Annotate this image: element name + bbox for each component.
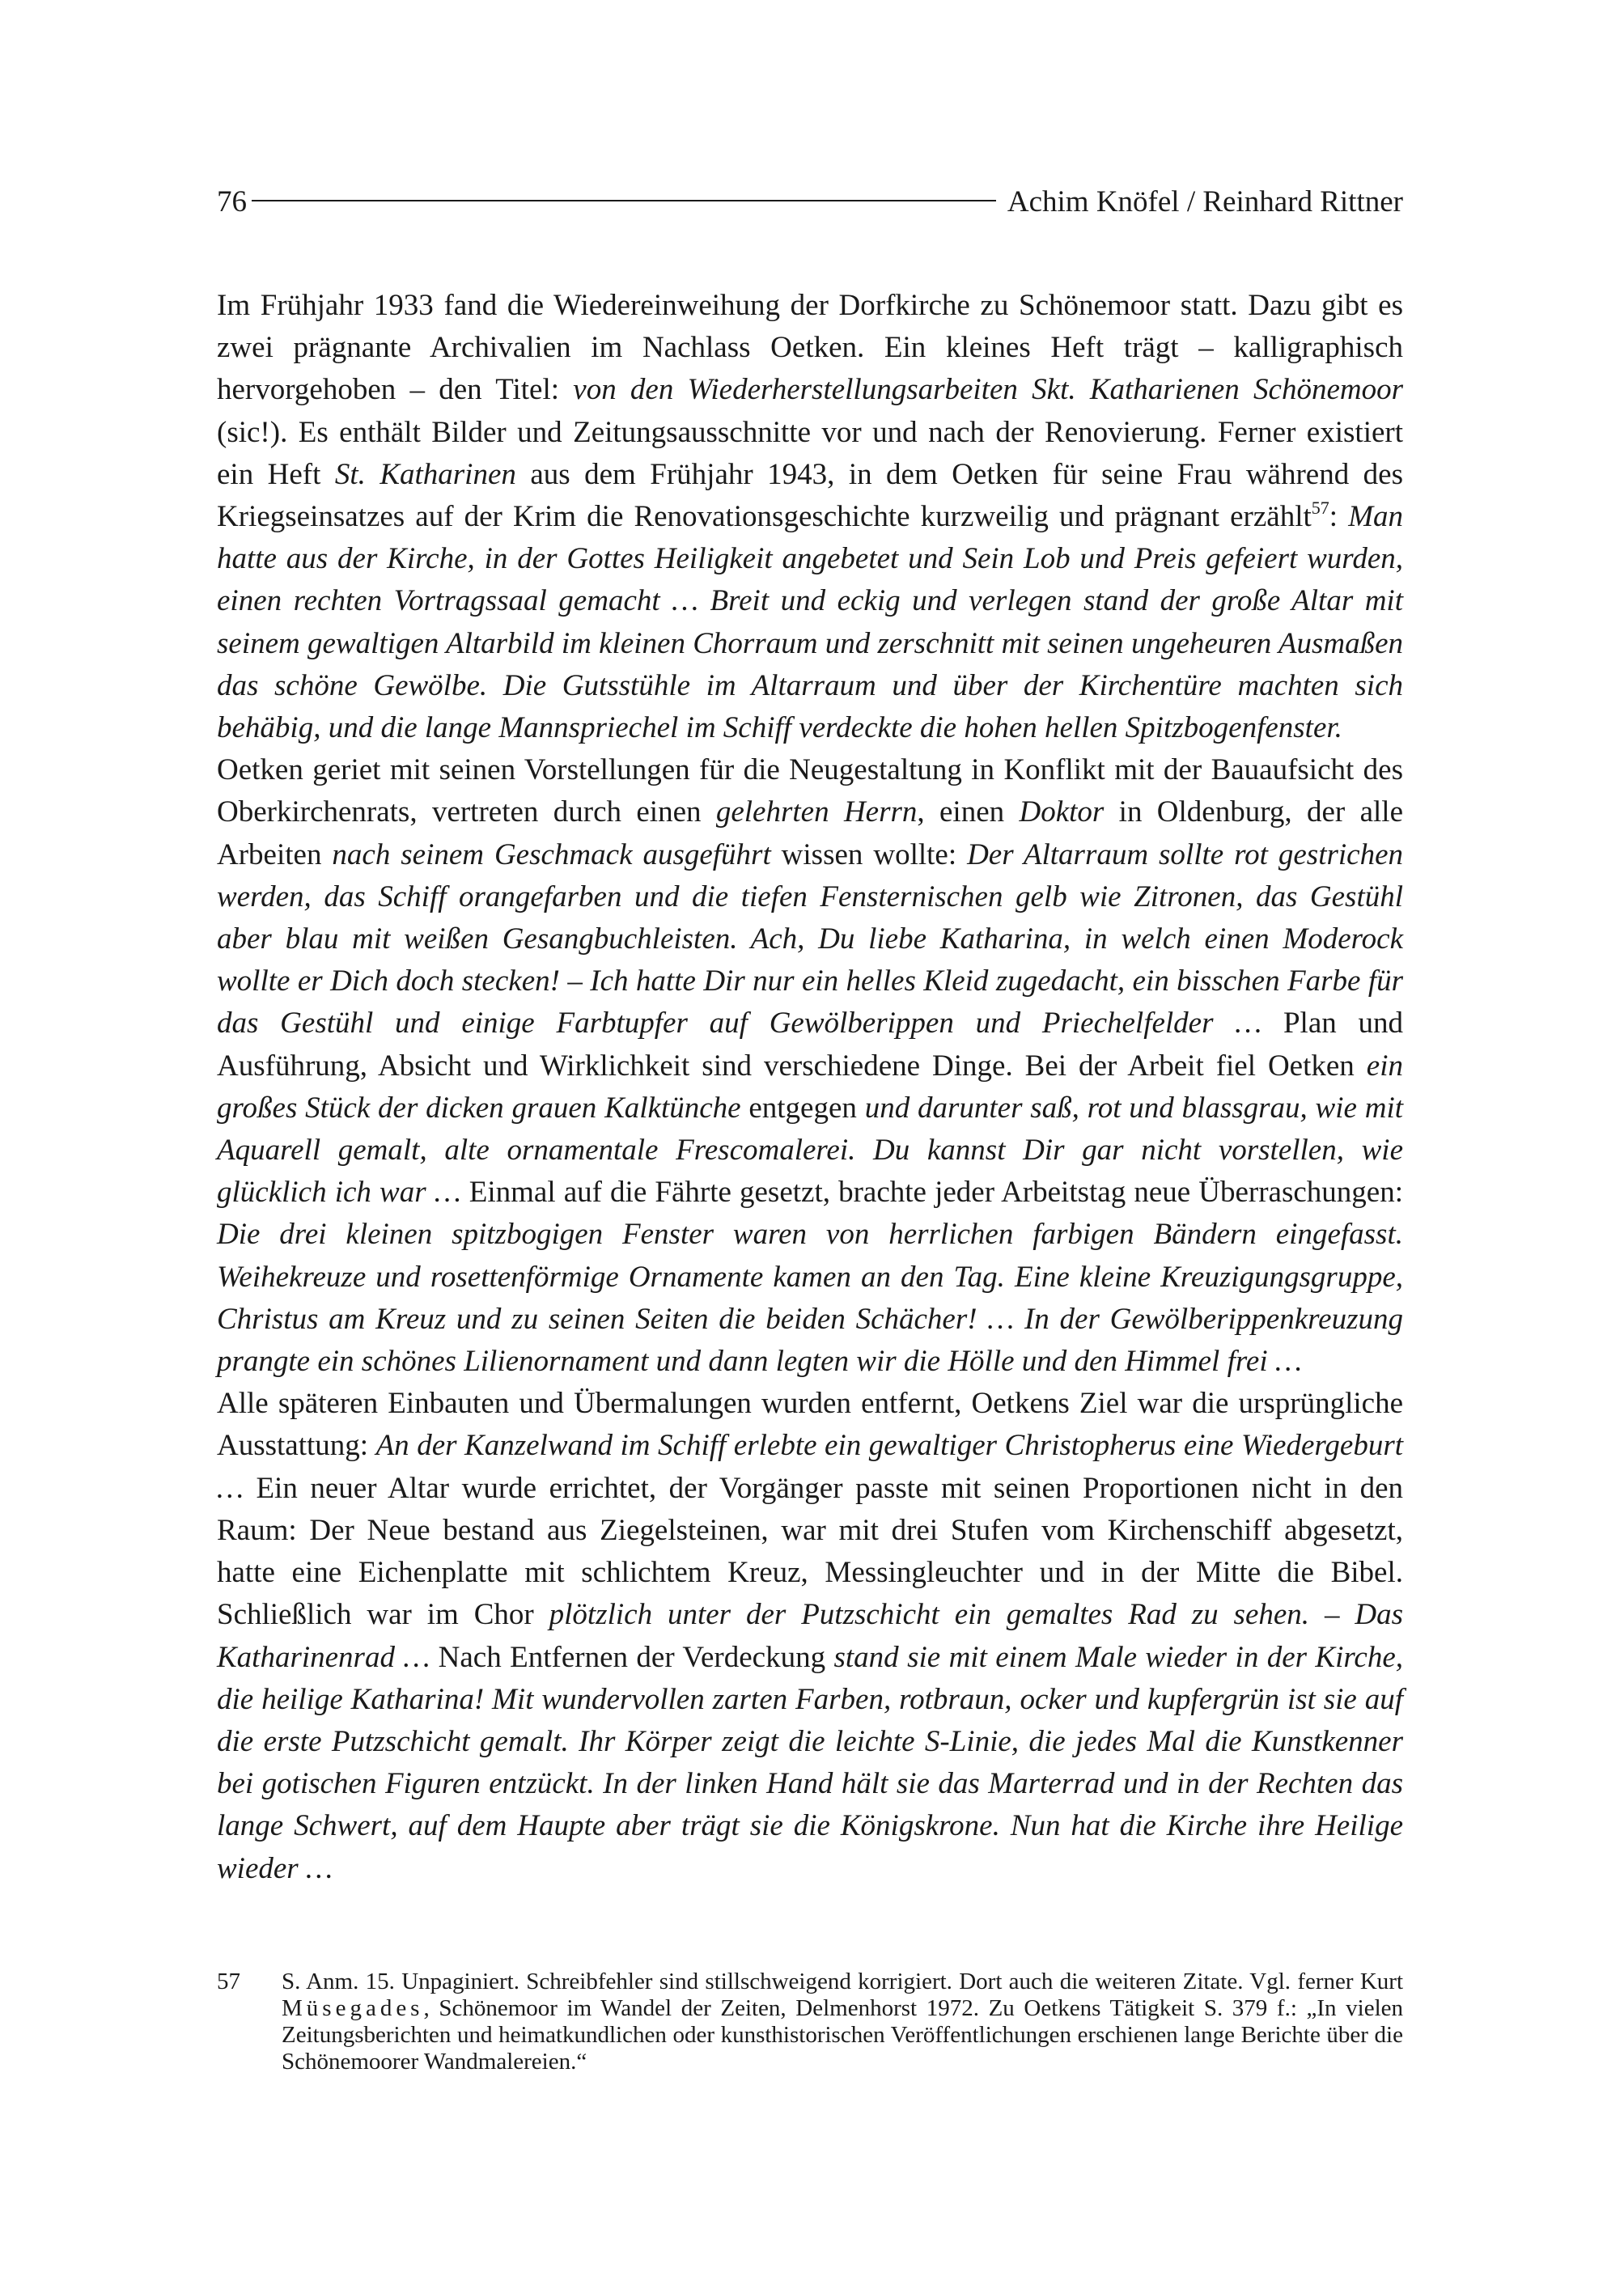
running-head-authors: Achim Knöfel / Reinhard Rittner [1007, 185, 1403, 218]
text-run: Plan und Ausführung, Absicht und Wirklichkeit sind verschiedene Dinge. Bei der Arbeit fiel Oetken [217, 1007, 1404, 1083]
text-run: , einen [917, 795, 1020, 829]
text-run: wissen wollte: [770, 837, 968, 871]
text-run: in Oldenburg, der alle Arbeiten [217, 795, 1403, 871]
text-run: , Schönemoor im Wandel der Zeiten, Delmenhorst 1972. Zu Oetkens Tätigkeit S. 379 f.: „In vielen Zeitungsberichten und heimatkundlichen oder kunsthistorischen Veröffentlichungen erschienen lange Berichte über die Schönemoorer Wandmalereien.“ [282, 1995, 1403, 2075]
italic-quote: Der Altarraum sollte rot gestrichen werden, das Schiff orangefarben und die tiefen Fensternischen gelb wie Zitronen, das Gestühl aber blau mit weißen Gesangbuchleisten. Ach, Du liebe Katharina, in welch einen Moderock wollte er Dich doch stecken! – Ich hatte Dir nur ein helles Kleid zugedacht, ein bisschen Farbe für das Gestühl und einige Farbtupfer auf Gewölberippen und Priechelfelder … [217, 837, 1403, 1041]
italic-quote: und darunter saß, rot und blassgrau, wie mit Aquarell gemalt, alte ornamentale Frescomalerei. Du kannst Dir gar nicht vorstellen, wie glücklich ich war … [217, 1091, 1403, 1210]
page-number: 76 [217, 185, 247, 218]
text-run: Im Frühjahr 1933 fand die Wiedereinweihung der Dorfkirche zu Schönemoor statt. Dazu gibt es zwei prägnante Archivalien im Nachlass Oetken. Ein kleines Heft trägt – kalligraphisch hervorgehoben – den Titel: [217, 289, 1403, 407]
footnote-57 [217, 1969, 1403, 2075]
text-run: entgegen [740, 1091, 865, 1125]
italic-quote: stand sie mit einem Male wieder in der Kirche, die heilige Katharina! Mit wundervollen zarten Farben, rotbraun, ocker und kupfergrün ist sie auf die erste Putzschicht gemalt. Ihr Körper zeigt die leichte S-Linie, die jedes Mal die Kunstkenner bei gotischen Figuren entzückt. In der linken Hand hält sie das Marterrad und in der Rechten das lange Schwert, auf dem Haupte aber trägt sie die Königskrone. Nun hat die Kirche ihre Heilige wieder … [217, 1640, 1404, 1885]
text-run: Alle späteren Einbauten und Übermalungen wurden entfernt, Oetkens Ziel war die ursprüngliche Ausstattung: [217, 1387, 1403, 1463]
footnote-number: 57 [217, 1969, 240, 1994]
italic-quote: gelehrten Herrn [715, 795, 918, 829]
header-rule [252, 200, 996, 201]
footnote-text [282, 1969, 1403, 2075]
italic-quote: Die drei kleinen spitzbogigen Fenster waren von herrlichen farbigen Bändern eingefasst. Weihekreuze und rosettenförmige Ornamente kamen an den Tag. Eine kleine Kreuzigungsgruppe, Christus am Kreuz und zu seinen Seiten die beiden Schächer! … In der Gewölberippenkreuzung prangte ein schönes Lilienornament und dann legten wir die Hölle und den Himmel frei … [217, 1218, 1403, 1379]
running-head [217, 184, 1403, 225]
italic-quote: plötzlich unter der Putzschicht ein gemaltes Rad zu sehen. – Das Katharinenrad … [217, 1598, 1403, 1674]
footnotes [217, 1969, 1403, 2075]
footnote-author: Müsegades [282, 1995, 424, 2021]
text-run: aus dem Frühjahr 1943, in dem Oetken für seine Frau während des Kriegseinsatzes auf der Krim die Renovationsgeschichte kurzweilig und prägnant erzählt [217, 457, 1403, 534]
italic-quote: von den Wiederherstellungsarbeiten Skt. Katharienen Schönemoor [573, 373, 1404, 407]
paragraph-3 [217, 1383, 1403, 1889]
text-run: Nach Entfernen der Verdeckung [430, 1640, 834, 1674]
footnote-reference: 57 [1311, 498, 1329, 519]
text-run: Ein neuer Altar wurde errichtet, der Vorgänger passte mit seinen Proportionen nicht in den Raum: Der Neue bestand aus Ziegelsteinen, war mit drei Stufen vom Kirchenschiff abgesetzt, hatte eine Eichenplatte mit schlichtem Kreuz, Messingleuchter und in der Mitte die Bibel. Schließlich war im Chor [217, 1471, 1403, 1632]
text-run: (sic!). Es enthält Bilder und Zeitungsausschnitte vor und nach der Renovierung. Ferner existiert ein Heft [217, 415, 1403, 491]
italic-quote: Man hatte aus der Kirche, in der Gottes Heiligkeit angebetet und Sein Lob und Preis gefeiert wurden, einen rechten Vortragssaal gemacht … Breit und eckig und verlegen stand der große Altar mit seinem gewaltigen Altarbild im kleinen Chorraum und zerschnitt mit seinen ungeheuren Ausmaßen das schöne Gewölbe. Die Gutsstühle im Altarraum und über der Kirchentüre machten sich behäbig, und die lange Mannspriechel im Schiff verdeckte die hohen hellen Spitzbogenfenster. [217, 500, 1404, 745]
italic-quote: nach seinem Geschmack ausgeführt [332, 837, 771, 871]
text-run: S. Anm. 15. Unpaginiert. Schreibfehler sind stillschweigend korrigiert. Dort auch die weiteren Zitate. Vgl. ferner Kurt [282, 1969, 1403, 1994]
italic-quote: An der Kanzelwand im Schiff erlebte ein gewaltiger Christopherus eine Wiedergeburt … [217, 1429, 1403, 1505]
italic-quote: Doktor [1019, 795, 1105, 829]
main-text [217, 285, 1403, 1890]
paragraph-1 [217, 285, 1403, 749]
italic-quote: ein großes Stück der dicken grauen Kalktünche [217, 1049, 1403, 1125]
italic-title: St. Katharinen [334, 457, 516, 491]
paragraph-2 [217, 749, 1403, 1383]
text-run: Einmal auf die Fährte gesetzt, brachte jeder Arbeitstag neue Überraschungen: [460, 1176, 1403, 1210]
text-run: Oetken geriet mit seinen Vorstellungen für die Neugestaltung in Konflikt mit der Bauaufsicht des Oberkirchenrats, vertreten durch einen [217, 753, 1403, 829]
text-run: : [1329, 500, 1349, 534]
